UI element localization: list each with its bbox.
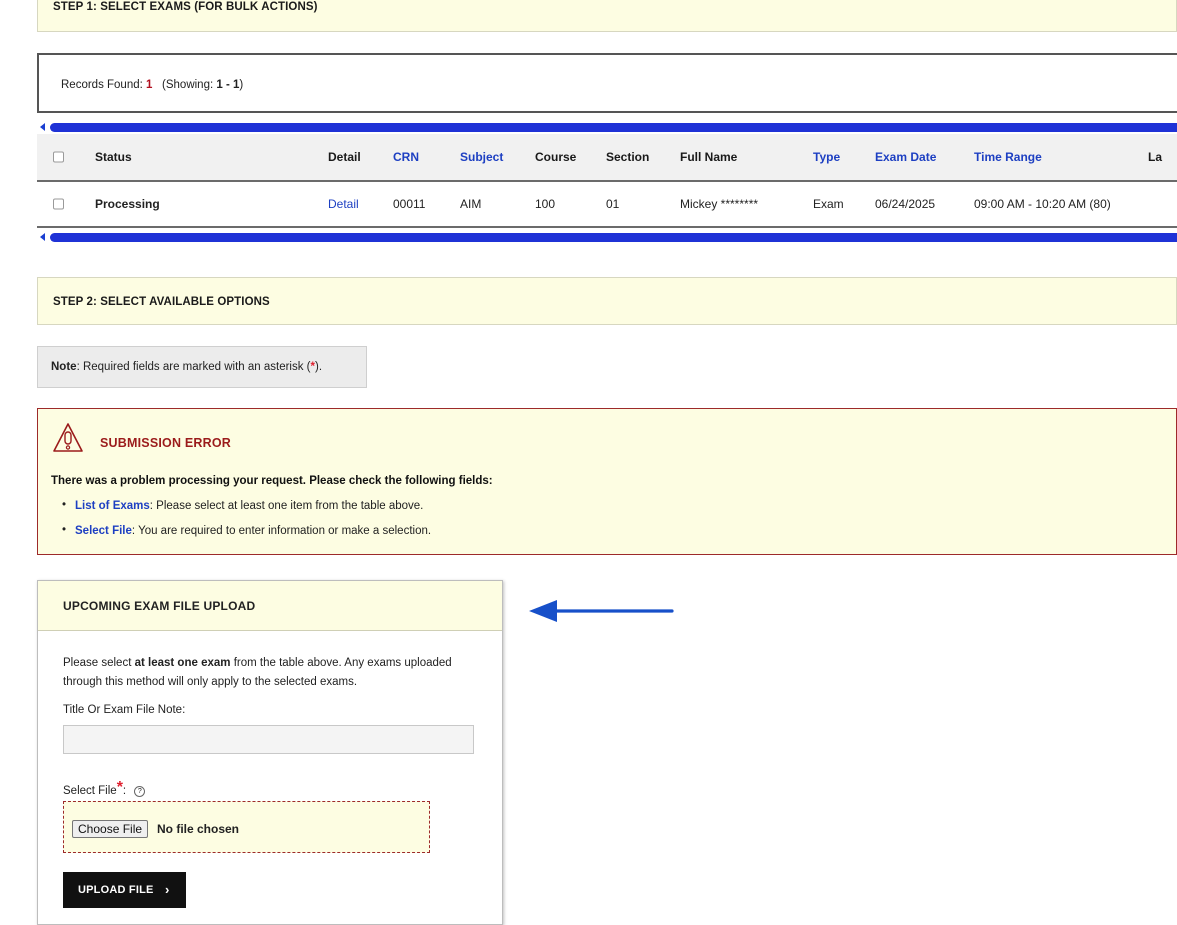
row-detail-link[interactable]: Detail — [328, 197, 359, 211]
required-asterisk: * — [116, 779, 123, 796]
note-end: ). — [314, 361, 323, 373]
col-detail: Detail — [328, 150, 361, 164]
title-field-label: Title Or Exam File Note: — [63, 704, 186, 716]
records-summary — [37, 53, 1177, 113]
upload-panel-title: UPCOMING EXAM FILE UPLOAD — [38, 581, 502, 631]
col-crn-sort-link[interactable]: CRN — [393, 150, 419, 164]
scroll-left-arrow-icon[interactable] — [40, 233, 45, 241]
row-full-name: Mickey ******** — [680, 197, 759, 211]
step2-header — [37, 277, 1177, 325]
col-exam-date-sort-link[interactable]: Exam Date — [875, 150, 937, 164]
required-fields-note — [37, 346, 367, 388]
chevron-right-icon: › — [165, 882, 170, 897]
col-subject-sort-link[interactable]: Subject — [460, 150, 504, 164]
warning-triangle-icon — [52, 421, 84, 455]
title-note-input[interactable] — [63, 725, 474, 754]
error-field-link[interactable]: Select File — [75, 525, 132, 537]
error-field-link[interactable]: List of Exams — [75, 500, 150, 512]
col-type-sort-link[interactable]: Type — [813, 150, 841, 164]
records-label: Records Found: — [61, 79, 143, 91]
help-circle-icon[interactable]: ? — [134, 786, 145, 797]
scrollbar-thumb[interactable] — [50, 123, 1177, 132]
step1-title: STEP 1: SELECT EXAMS (FOR BULK ACTIONS) — [53, 1, 318, 13]
select-all-checkbox[interactable] — [53, 152, 64, 163]
row-exam-date: 06/24/2025 — [875, 197, 936, 211]
records-showing-suffix: ) — [239, 79, 244, 91]
submission-error-panel — [37, 408, 1177, 555]
col-last-partial: La — [1148, 150, 1163, 164]
choose-file-button[interactable]: Choose File — [72, 820, 148, 838]
row-section: 01 — [606, 197, 620, 211]
exam-file-upload-panel — [37, 580, 503, 925]
table-scrollbar-bottom[interactable] — [37, 233, 1177, 242]
col-section: Section — [606, 150, 650, 164]
error-intro: There was a problem processing your request. Please check the following fields: — [51, 475, 493, 487]
note-label: Note — [51, 361, 77, 373]
error-title: SUBMISSION ERROR — [100, 436, 231, 450]
records-showing-prefix: (Showing: — [162, 79, 214, 91]
file-input-area — [63, 801, 430, 853]
col-course: Course — [535, 150, 577, 164]
step2-title: STEP 2: SELECT AVAILABLE OPTIONS — [53, 296, 270, 308]
no-file-chosen-text: No file chosen — [157, 822, 240, 836]
col-time-range-sort-link[interactable]: Time Range — [974, 150, 1042, 164]
row-type: Exam — [813, 197, 844, 211]
col-full-name: Full Name — [680, 150, 738, 164]
error-item: • List of Exams: Please select at least one item from the table above. — [62, 499, 424, 512]
select-file-label: Select File*: ? — [63, 781, 145, 799]
col-status: Status — [95, 150, 132, 164]
row-checkbox[interactable] — [53, 199, 64, 210]
row-subject: AIM — [460, 197, 482, 211]
note-text: : Required fields are marked with an asterisk ( — [76, 361, 311, 373]
required-asterisk: * — [310, 361, 315, 373]
row-status: Processing — [95, 197, 160, 211]
scroll-left-arrow-icon[interactable] — [40, 123, 45, 131]
error-message: : You are required to enter information or make a selection. — [131, 525, 432, 537]
row-crn: 00011 — [393, 197, 426, 211]
error-message: : Please select at least one item from the table above. — [149, 500, 424, 512]
left-arrow-icon — [527, 597, 677, 627]
upload-description: Please select at least one exam from the table above. Any exams uploaded through this method will only apply to the selected exams. — [63, 657, 452, 688]
error-item: • Select File: You are required to enter information or make a selection. — [62, 524, 432, 537]
records-count: 1 — [146, 79, 153, 91]
records-showing-range: 1 - 1 — [216, 79, 240, 91]
step1-header — [37, 0, 1177, 32]
upload-file-button[interactable]: UPLOAD FILE › — [63, 872, 186, 908]
table-row — [37, 182, 1177, 228]
scrollbar-thumb[interactable] — [50, 233, 1177, 242]
row-time-range: 09:00 AM - 10:20 AM (80) — [974, 197, 1111, 211]
table-header-row — [37, 134, 1177, 182]
table-scrollbar-top[interactable] — [37, 123, 1177, 132]
row-course: 100 — [535, 197, 556, 211]
